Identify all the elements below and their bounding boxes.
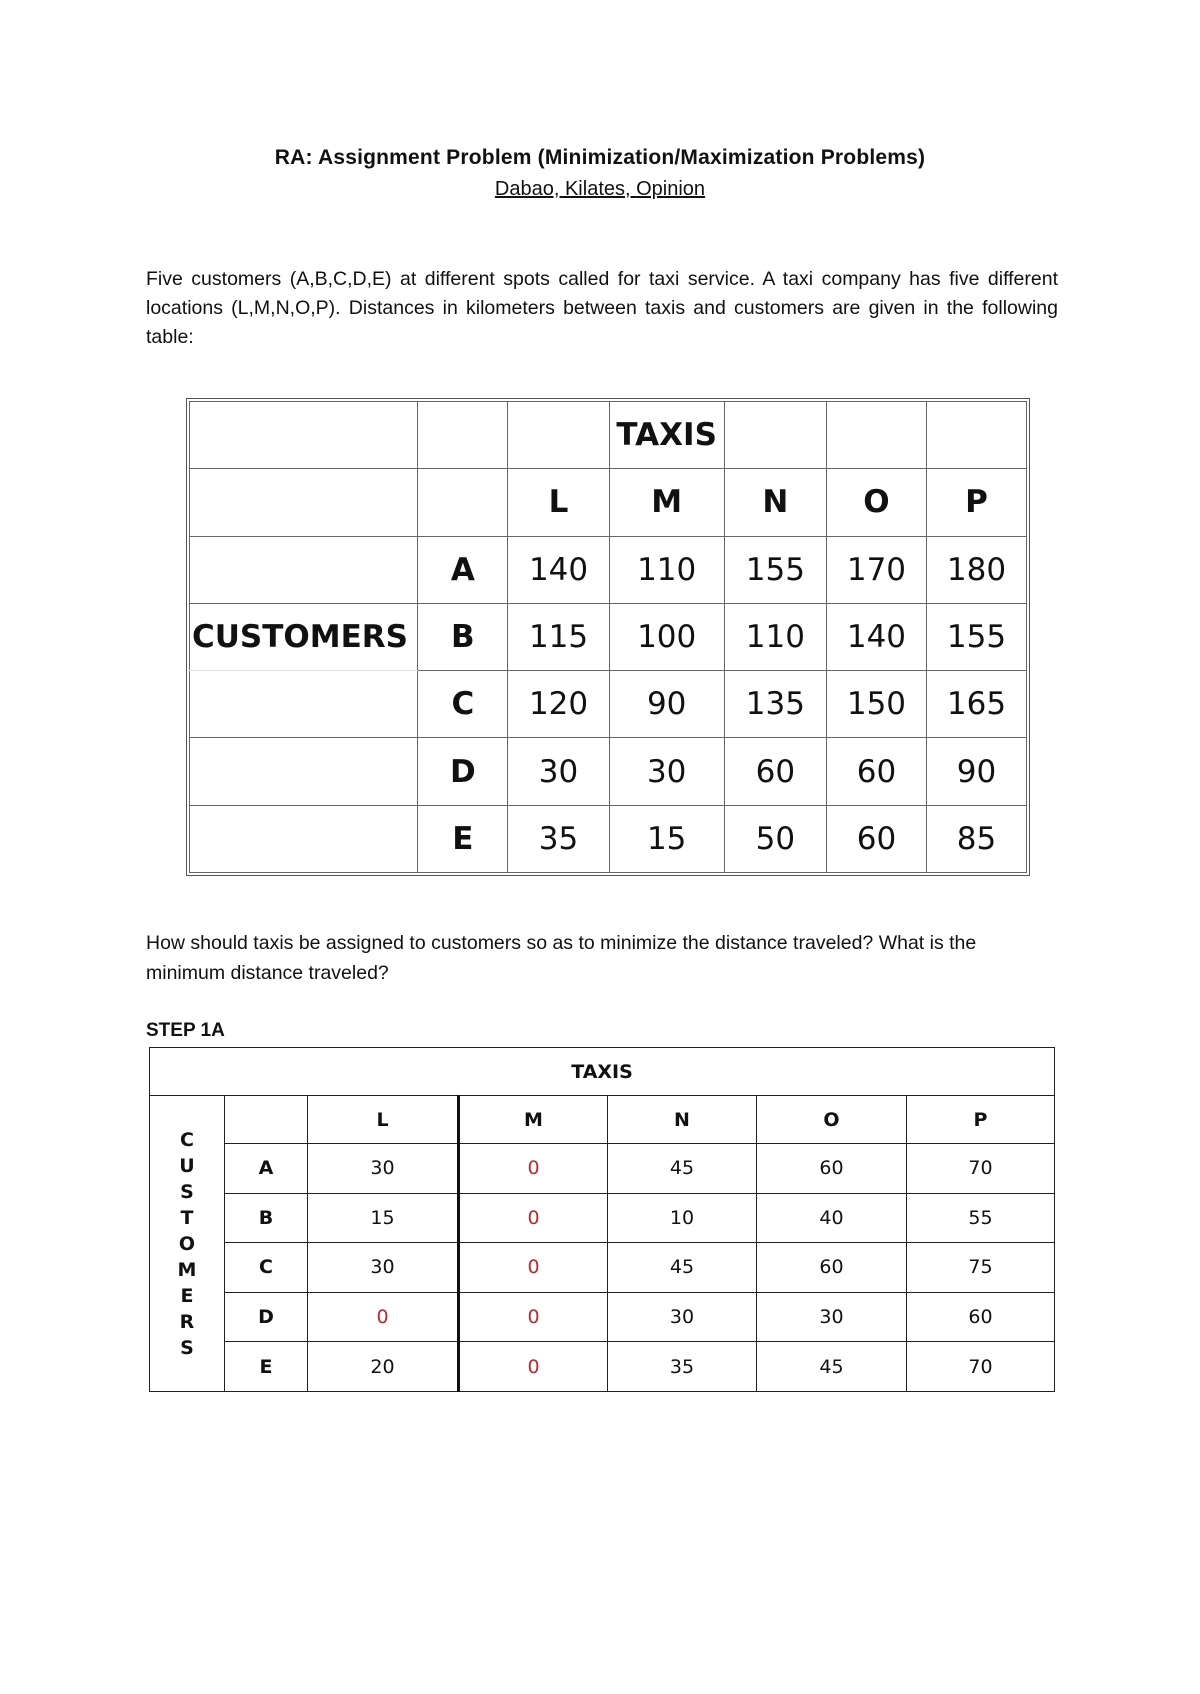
t1-row-a — [190, 536, 1027, 603]
t1-cell: 30 — [508, 738, 609, 805]
t2-row-label: A — [225, 1144, 308, 1194]
step-heading: STEP 1A — [146, 1020, 225, 1041]
t2-cell: 60 — [907, 1292, 1055, 1342]
intro-paragraph: Five customers (A,B,C,D,E) at different spots called for taxi service. A taxi company has five different locations (L,M,N,O,P). Distances in kilometers between taxis and customers are given in the following table: — [146, 268, 1058, 348]
t1-cell: 60 — [724, 738, 826, 805]
t1-col-l: L — [508, 469, 609, 536]
t1-cell: 155 — [926, 603, 1026, 670]
t2-cell-zero: 0 — [308, 1292, 459, 1342]
t1-header-row — [190, 402, 1027, 469]
t2-cell: 35 — [608, 1342, 757, 1392]
t2-row-d — [150, 1292, 1055, 1342]
t1-cell: 110 — [609, 536, 724, 603]
t2-column-row — [150, 1096, 1055, 1144]
t1-cell: 110 — [724, 603, 826, 670]
t2-taxis-label: TAXIS — [150, 1048, 1055, 1096]
t2-row-a — [150, 1144, 1055, 1194]
t1-cell: 50 — [724, 805, 826, 872]
t2-cell-zero: 0 — [459, 1243, 608, 1293]
t1-row-b — [190, 603, 1027, 670]
t2-cell: 30 — [308, 1144, 459, 1194]
t2-col-o: O — [757, 1096, 907, 1144]
t2-customers-label: C U S T O M E R S — [150, 1096, 225, 1392]
t2-cell: 20 — [308, 1342, 459, 1392]
t1-row-e — [190, 805, 1027, 872]
t1-col-o: O — [826, 469, 926, 536]
t2-cell: 70 — [907, 1342, 1055, 1392]
document-title: RA: Assignment Problem (Minimization/Maximization Problems) — [274, 146, 926, 169]
t1-cell: 135 — [724, 671, 826, 738]
t2-row-b — [150, 1193, 1055, 1243]
t1-row-label: E — [418, 805, 508, 872]
t2-cell-zero: 0 — [459, 1292, 608, 1342]
t1-row-label: D — [418, 738, 508, 805]
t1-cell: 140 — [826, 603, 926, 670]
t2-cell: 45 — [608, 1144, 757, 1194]
t2-row-label: B — [225, 1193, 308, 1243]
t1-cell: 90 — [926, 738, 1026, 805]
t1-cell: 35 — [508, 805, 609, 872]
t2-cell: 45 — [757, 1342, 907, 1392]
t2-cell: 30 — [757, 1292, 907, 1342]
step1a-table — [149, 1047, 1055, 1392]
t2-cell-zero: 0 — [459, 1144, 608, 1194]
t2-cell: 60 — [757, 1243, 907, 1293]
question-paragraph: How should taxis be assigned to customers so as to minimize the distance traveled? What is the minimum distance traveled? — [146, 932, 977, 984]
t2-col-n: N — [608, 1096, 757, 1144]
t2-cell: 15 — [308, 1193, 459, 1243]
t2-cell-zero: 0 — [459, 1342, 608, 1392]
t1-row-c — [190, 671, 1027, 738]
t2-cell: 45 — [608, 1243, 757, 1293]
t2-row-e — [150, 1342, 1055, 1392]
t2-row-label: D — [225, 1292, 308, 1342]
t1-cell: 150 — [826, 671, 926, 738]
t1-row-label: B — [418, 603, 508, 670]
t2-cell: 40 — [757, 1193, 907, 1243]
t1-cell: 165 — [926, 671, 1026, 738]
t2-row-label: E — [225, 1342, 308, 1392]
t2-cell: 30 — [308, 1243, 459, 1293]
t1-column-row — [190, 469, 1027, 536]
t2-row-c — [150, 1243, 1055, 1293]
t2-cell: 30 — [608, 1292, 757, 1342]
t2-row-label: C — [225, 1243, 308, 1293]
distance-table-frame — [186, 398, 1030, 876]
t1-cell: 60 — [826, 805, 926, 872]
t1-cell: 155 — [724, 536, 826, 603]
t1-cell: 60 — [826, 738, 926, 805]
t2-cell-zero: 0 — [459, 1193, 608, 1243]
distance-table — [189, 401, 1027, 873]
t2-cell: 75 — [907, 1243, 1055, 1293]
t2-cell: 70 — [907, 1144, 1055, 1194]
t2-header-row — [150, 1048, 1055, 1096]
t2-col-p: P — [907, 1096, 1055, 1144]
t1-taxis-label: TAXIS — [609, 402, 724, 469]
t2-cell: 55 — [907, 1193, 1055, 1243]
t2-col-l: L — [308, 1096, 459, 1144]
t1-cell: 30 — [609, 738, 724, 805]
authors-line: Dabao, Kilates, Opinion — [494, 178, 706, 200]
t2-cell: 10 — [608, 1193, 757, 1243]
t1-col-n: N — [724, 469, 826, 536]
t1-cell: 85 — [926, 805, 1026, 872]
t2-cell: 60 — [757, 1144, 907, 1194]
t1-cell: 100 — [609, 603, 724, 670]
t1-cell: 15 — [609, 805, 724, 872]
t2-col-m: M — [459, 1096, 608, 1144]
t1-cell: 120 — [508, 671, 609, 738]
t1-row-d — [190, 738, 1027, 805]
t1-customers-label: CUSTOMERS — [190, 603, 418, 670]
t1-row-label: A — [418, 536, 508, 603]
t1-cell: 140 — [508, 536, 609, 603]
t1-cell: 115 — [508, 603, 609, 670]
t1-col-m: M — [609, 469, 724, 536]
t1-cell: 180 — [926, 536, 1026, 603]
t1-row-label: C — [418, 671, 508, 738]
t1-col-p: P — [926, 469, 1026, 536]
t1-cell: 170 — [826, 536, 926, 603]
t1-cell: 90 — [609, 671, 724, 738]
